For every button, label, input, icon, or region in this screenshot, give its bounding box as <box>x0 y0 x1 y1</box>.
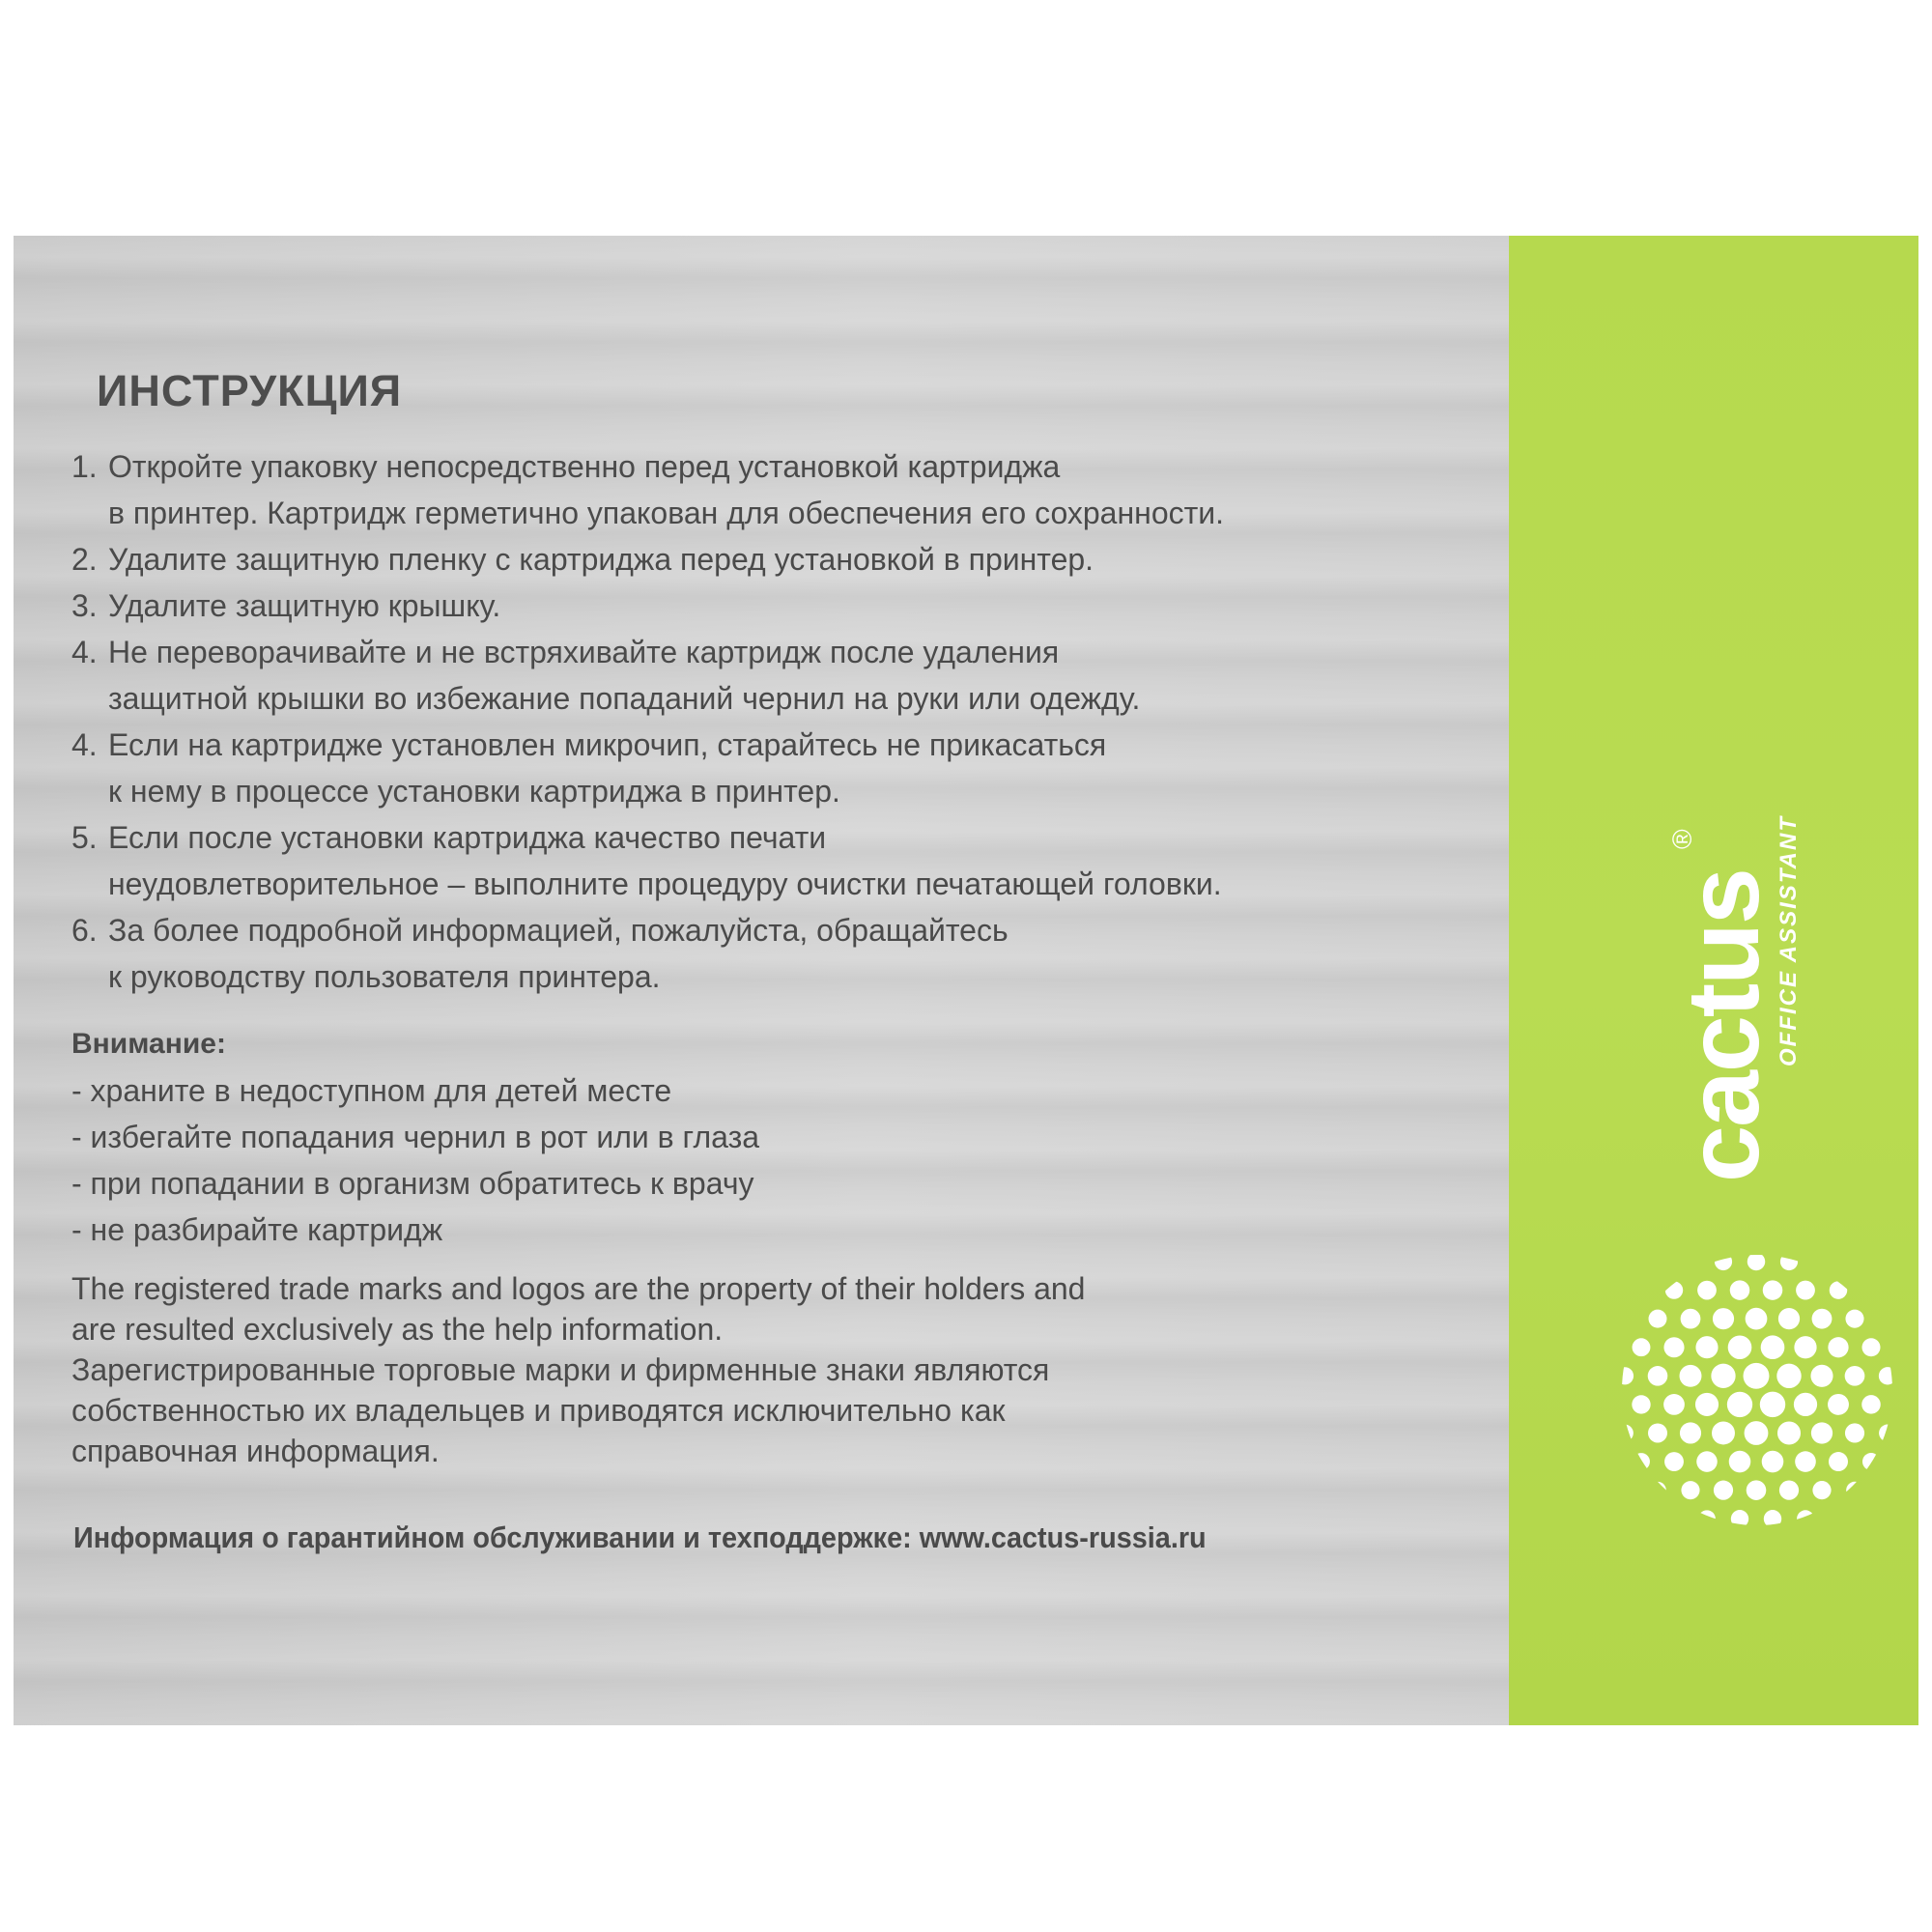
logo-dot <box>1617 1367 1634 1384</box>
logo-dot <box>1664 1452 1684 1471</box>
logo-dot <box>1810 1365 1833 1387</box>
logo-dot <box>1650 1254 1665 1269</box>
logo-subtitle: OFFICE ASSISTANT <box>1776 815 1802 1066</box>
logo-dot <box>1762 1451 1784 1473</box>
logo-dot <box>1896 1454 1897 1469</box>
attention-item: - при попадании в организм обратитесь к врачу <box>71 1166 754 1201</box>
logo-dot <box>1880 1483 1895 1498</box>
logo-dot <box>1681 1481 1699 1499</box>
logo-dot <box>1663 1394 1685 1415</box>
logo-dot <box>1729 1451 1751 1473</box>
step-number: 5. <box>71 820 98 855</box>
cactus-logo <box>1666 815 1803 1182</box>
legal-en-line: The registered trade marks and logos are the property of their holders and <box>71 1271 1086 1306</box>
logo-dot <box>1761 1335 1785 1359</box>
logo-dot <box>1777 1421 1801 1444</box>
logo-dot <box>1881 1255 1894 1268</box>
dotted-circle-logo-icon <box>1617 1250 1897 1530</box>
step-text: Не переворачивайте и не встряхивайте картридж после удаления <box>108 635 1060 669</box>
step-text: Удалите защитную крышку. <box>108 588 501 623</box>
logo-dot <box>1681 1309 1701 1329</box>
logo-dot <box>1863 1282 1880 1298</box>
logo-dot <box>1747 1480 1767 1500</box>
logo-dot <box>1634 1282 1650 1298</box>
logo-dot <box>1727 1392 1752 1417</box>
logo-dot <box>1715 1253 1732 1270</box>
logo-dot <box>1795 1451 1816 1472</box>
logo-wordmark: cactus <box>1666 869 1780 1182</box>
step-number: 3. <box>71 588 98 623</box>
logo-dot <box>1712 1422 1735 1445</box>
logo-dot <box>1879 1425 1896 1442</box>
logo-dot <box>1649 1310 1667 1328</box>
logo-dot <box>1831 1511 1847 1527</box>
logo-dot <box>1862 1338 1881 1356</box>
attention-item: - избегайте попадания чернил в рот или в глаза <box>71 1120 760 1154</box>
logo-dot <box>1728 1335 1752 1359</box>
step-item <box>71 582 1482 629</box>
logo-dot <box>1744 1363 1770 1389</box>
logo-dot <box>1711 1364 1735 1388</box>
step-number: 4. <box>71 635 98 669</box>
step-text: Откройте упаковку непосредственно перед установкой картриджа <box>108 449 1061 484</box>
logo-dot <box>1778 1308 1800 1329</box>
step-text: За более подробной информацией, пожалуйста, обращайтесь <box>108 913 1009 948</box>
logo-dot <box>1633 1338 1651 1356</box>
logo-dot <box>1861 1395 1881 1414</box>
instruction-sheet <box>14 236 1918 1725</box>
logo-dot <box>1845 1366 1865 1386</box>
logo-dot <box>1780 1253 1798 1270</box>
logo-dot <box>1617 1311 1633 1327</box>
logo-dot <box>1648 1366 1668 1386</box>
logo-dot <box>1812 1481 1831 1499</box>
logo-dot <box>1634 1512 1648 1526</box>
logo-dot <box>1617 1483 1633 1498</box>
logo-dot <box>1830 1281 1847 1298</box>
legal-ru-line: собственностью их владельцев и приводятся исключительно как <box>71 1393 1006 1428</box>
logo-dot <box>1764 1510 1781 1527</box>
step-text-continued: неудовлетворительное – выполните процедуру очистки печатающей головки. <box>108 867 1222 901</box>
logo-dot <box>1648 1423 1667 1442</box>
logo-dot <box>1828 1337 1848 1357</box>
logo-dot <box>1696 1451 1718 1472</box>
logo-dot <box>1698 1510 1716 1527</box>
logo-dot <box>1649 1482 1666 1499</box>
step-item <box>71 443 1482 536</box>
step-item <box>71 814 1482 907</box>
logo-dot <box>1779 1481 1799 1500</box>
logo-dot <box>1794 1336 1816 1358</box>
attention-title: Внимание: <box>71 1028 226 1060</box>
logo-dot <box>1847 1254 1862 1269</box>
attention-item: - храните в недоступном для детей месте <box>71 1073 672 1108</box>
logo-dot <box>1794 1393 1817 1416</box>
instruction-title: ИНСТРУКЦИЯ <box>97 366 403 415</box>
logo-dot <box>1863 1512 1878 1526</box>
logo-dot <box>1695 1336 1718 1358</box>
logo-dot <box>1682 1253 1698 1269</box>
registered-mark: ® <box>1667 829 1697 849</box>
logo-dot <box>1731 1510 1748 1527</box>
logo-dot <box>1666 1511 1683 1527</box>
logo-dot <box>1618 1255 1632 1268</box>
logo-dot <box>1879 1311 1895 1327</box>
legal-en-line: are resulted exclusively as the help information. <box>71 1312 724 1347</box>
logo-dot <box>1829 1452 1848 1471</box>
logo-dot <box>1896 1339 1897 1355</box>
logo-dot <box>1845 1310 1863 1328</box>
attention-list <box>71 1067 1482 1253</box>
logo-dot <box>1812 1309 1833 1329</box>
logo-dot <box>1680 1365 1702 1387</box>
logo-dot <box>1845 1423 1864 1442</box>
step-item <box>71 907 1482 1000</box>
legal-ru-line: Зарегистрированные торговые марки и фирменные знаки являются <box>71 1352 1050 1387</box>
attention-item: - не разбирайте картридж <box>71 1212 443 1247</box>
steps-list <box>71 443 1482 1000</box>
logo-dot <box>1760 1392 1785 1417</box>
step-item <box>71 722 1482 814</box>
logo-dot <box>1796 1281 1815 1300</box>
logo-dot <box>1713 1308 1734 1329</box>
logo-dot <box>1747 1253 1765 1270</box>
logo-dot <box>1746 1308 1768 1330</box>
logo-dot <box>1813 1253 1830 1269</box>
instruction-content <box>71 366 1482 1471</box>
step-number: 4. <box>71 727 98 762</box>
step-text: Если после установки картриджа качество печати <box>108 820 827 855</box>
logo-dot <box>1665 1281 1683 1298</box>
logo-dot <box>1632 1395 1650 1413</box>
step-number: 2. <box>71 542 98 577</box>
logo-dot <box>1730 1280 1750 1300</box>
legal-notice <box>71 1268 1482 1471</box>
step-text-continued: к руководству пользователя принтера. <box>108 959 661 994</box>
logo-dot <box>1697 1281 1717 1300</box>
step-text: Удалите защитную пленку с картриджа перед установкой в принтер. <box>108 542 1094 577</box>
step-text-continued: в принтер. Картридж герметично упакован для обеспечения его сохранности. <box>108 496 1225 530</box>
logo-dot <box>1862 1453 1880 1470</box>
step-text-continued: к нему в процессе установки картриджа в принтер. <box>108 774 840 809</box>
logo-dot <box>1879 1367 1896 1384</box>
warranty-info: Информация о гарантийном обслуживании и техподдержке: www.cactus-russia.ru <box>73 1520 1207 1554</box>
logo-dot <box>1797 1510 1814 1527</box>
logo-dot <box>1695 1393 1719 1416</box>
logo-dot <box>1846 1482 1863 1499</box>
step-number: 1. <box>71 449 98 484</box>
legal-ru-line: справочная информация. <box>71 1434 440 1468</box>
logo-dot <box>1633 1453 1650 1470</box>
logo-dot <box>1828 1394 1849 1415</box>
step-item <box>71 629 1482 722</box>
logo-dot <box>1663 1337 1684 1357</box>
logo-dot <box>1776 1364 1801 1388</box>
logo-dot <box>1745 1421 1769 1445</box>
logo-dot <box>1617 1425 1634 1442</box>
step-item <box>71 536 1482 582</box>
logo-dot <box>1763 1280 1783 1300</box>
step-number: 6. <box>71 913 98 948</box>
logo-dot <box>1680 1422 1701 1443</box>
step-text-continued: защитной крышки во избежание попаданий чернил на руки или одежду. <box>108 681 1141 716</box>
logo-dot <box>1895 1396 1897 1412</box>
step-text: Если на картридже установлен микрочип, старайтесь не прикасаться <box>108 727 1107 762</box>
logo-dot <box>1714 1481 1733 1500</box>
logo-dot <box>1811 1422 1833 1443</box>
